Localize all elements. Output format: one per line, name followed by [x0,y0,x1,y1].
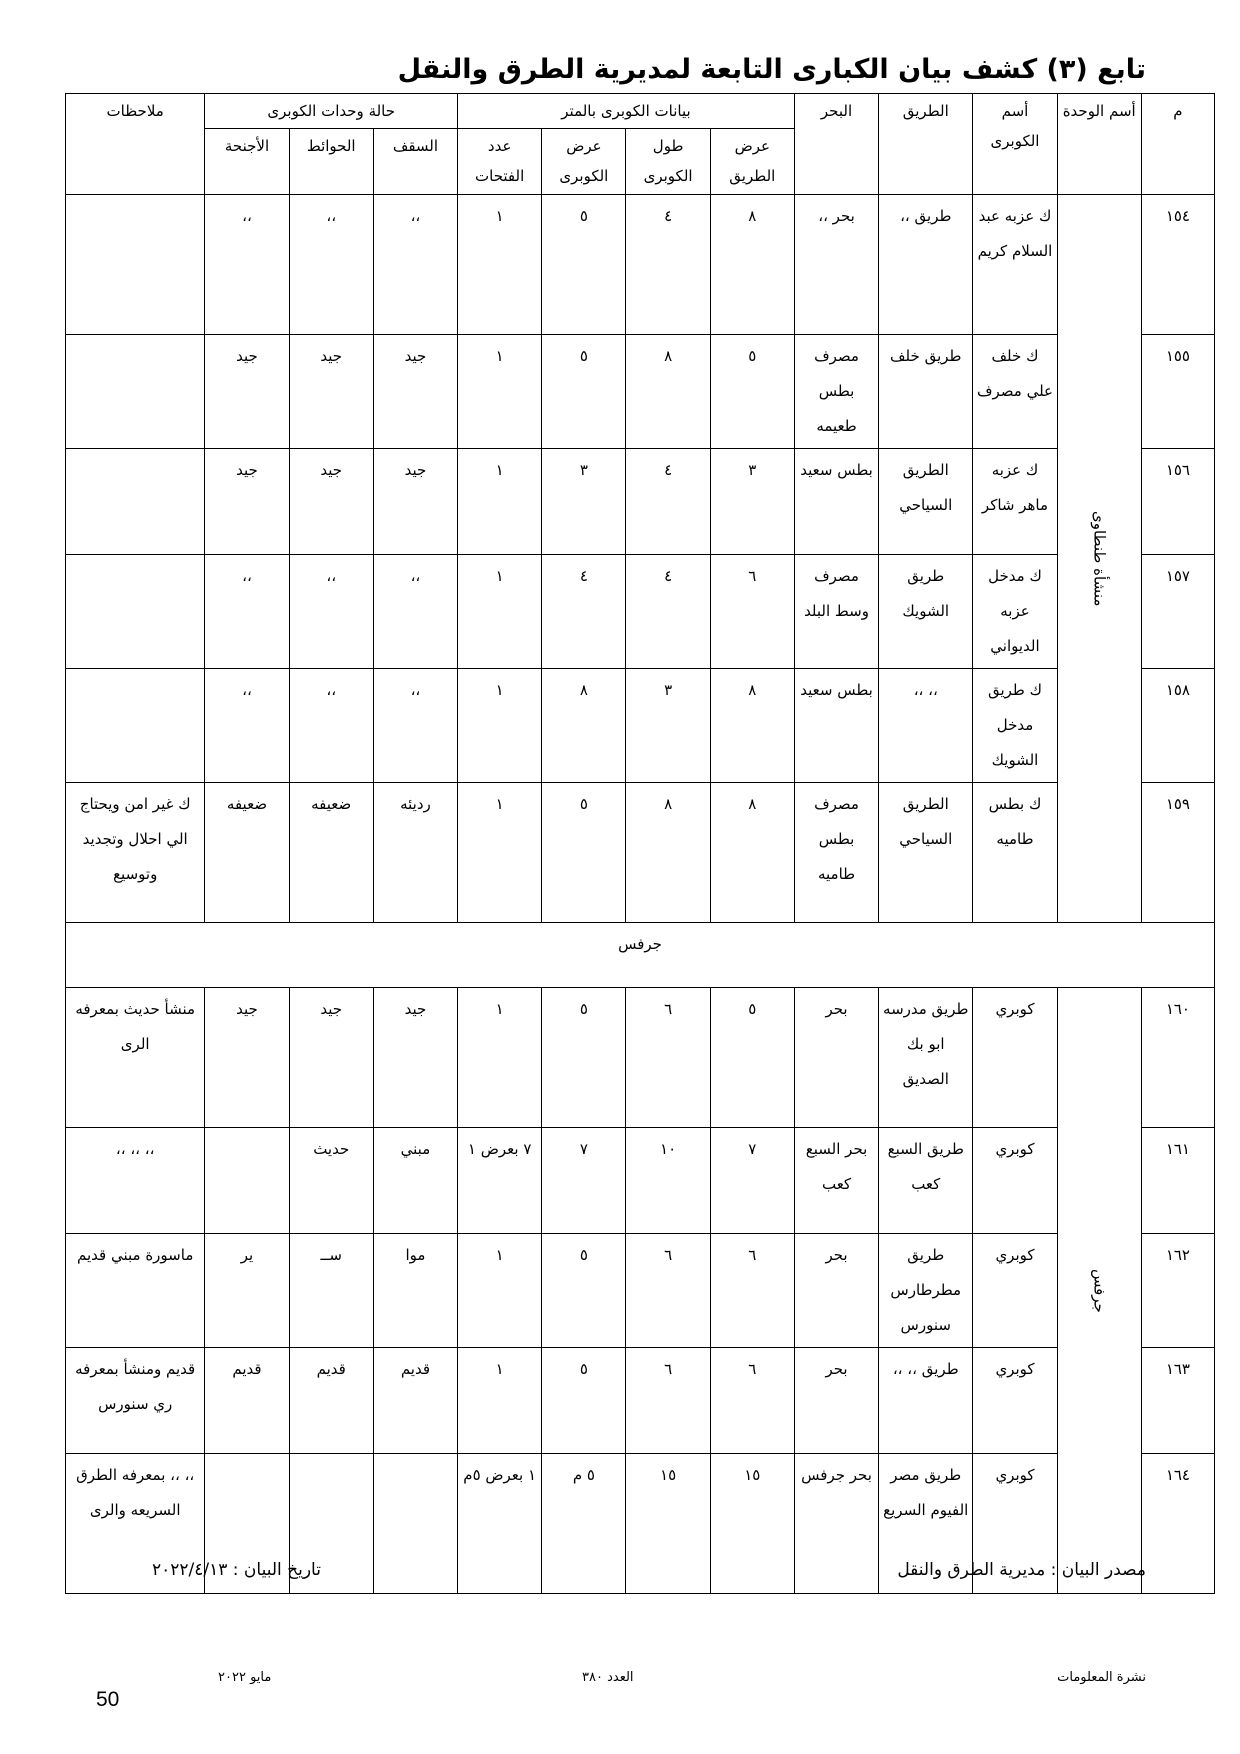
canal-cell: مصرف وسط البلد [794,555,878,669]
bridge-name-cell: ك طريق مدخل الشويك [973,669,1057,783]
bridge-name-cell: ك عزبه عبد السلام كريم [973,195,1057,335]
walls-cell: ،، [289,555,373,669]
road-cell: طريق خلف [879,335,973,449]
bridge-length-cell: ٤ [626,195,710,335]
canal-cell: بحر جرفس [794,1454,878,1594]
row-number-cell: ١٥٧ [1141,555,1214,669]
bridge-width-cell: ٥ [542,335,626,449]
road-width-cell: ٥ [710,335,794,449]
walls-cell: قديم [289,1348,373,1454]
road-width-cell: ٥ [710,988,794,1128]
ceiling-cell: جيد [373,335,457,449]
table-row [66,449,1215,555]
notes-cell: ،، ،، ،، [66,1128,205,1234]
openings-cell: ١ [458,195,542,335]
header-road-width: عرض الطريق [710,129,794,195]
bridge-name-cell: ك مدخل عزبه الديواني [973,555,1057,669]
group2-body [66,988,1215,1594]
bridge-length-cell: ١٠ [626,1128,710,1234]
header-bridge-width: عرض الكوبرى [542,129,626,195]
openings-cell: ٧ بعرض ١ [458,1128,542,1234]
page-title: تابع (٣) كشف بيان الكبارى التابعة لمديرية الطرق والنقل [397,54,1146,85]
wings-cell: قديم [205,1348,289,1454]
bridge-name-cell: ك بطس طاميه [973,783,1057,923]
bridge-length-cell: ٦ [626,988,710,1128]
row-number-cell: ١٥٤ [1141,195,1214,335]
openings-cell: ١ [458,783,542,923]
row-number-cell: ١٥٦ [1141,449,1214,555]
header-openings: عدد الفتحات [458,129,542,195]
canal-cell: بحر ،، [794,195,878,335]
wings-cell [205,1128,289,1234]
header-notes: ملاحظات [66,94,205,195]
bridge-width-cell: ٥ [542,195,626,335]
table-row [66,988,1215,1128]
bridge-width-cell: ٨ [542,669,626,783]
row-number-cell: ١٦٤ [1141,1454,1214,1594]
road-width-cell: ٦ [710,555,794,669]
region-header: جرفس [66,923,1215,988]
bridge-length-cell: ٦ [626,1348,710,1454]
notes-cell [66,555,205,669]
row-number-cell: ١٥٥ [1141,335,1214,449]
canal-cell: مصرف بطس طاميه [794,783,878,923]
bridge-width-cell: ٣ [542,449,626,555]
openings-cell: ١ [458,555,542,669]
row-number-cell: ١٥٨ [1141,669,1214,783]
road-cell: ،، ،، [879,669,973,783]
header-condition-group: حالة وحدات الكوبرى [205,94,458,129]
notes-cell: منشأ حديث بمعرفه الرى [66,988,205,1128]
header-road: الطريق [879,94,973,195]
bridge-name-cell: كوبري [973,1128,1057,1234]
ceiling-cell: ،، [373,195,457,335]
canal-cell: بحر [794,1348,878,1454]
bridge-width-cell: ٥ [542,988,626,1128]
table-row [66,783,1215,923]
bridge-name-cell: كوبري [973,1348,1057,1454]
openings-cell: ١ [458,1348,542,1454]
table-row [66,195,1215,335]
header-canal: البحر [794,94,878,195]
bridge-length-cell: ٣ [626,669,710,783]
row-number-cell: ١٦٢ [1141,1234,1214,1348]
header-bridge-length: طول الكوبرى [626,129,710,195]
wings-cell: ،، [205,195,289,335]
road-cell: الطريق السياحي [879,449,973,555]
bridge-width-cell: ٤ [542,555,626,669]
row-number-cell: ١٦٠ [1141,988,1214,1128]
issue-number: العدد ٣٨٠ [582,1670,634,1685]
canal-cell: بحر [794,988,878,1128]
openings-cell: ١ [458,1234,542,1348]
openings-cell: ١ [458,988,542,1128]
bridge-width-cell: ٥ م [542,1454,626,1594]
bridge-name-cell: ك عزبه ماهر شاكر [973,449,1057,555]
ceiling-cell: جيد [373,449,457,555]
road-width-cell: ٧ [710,1128,794,1234]
table-row [66,335,1215,449]
bridge-length-cell: ٤ [626,449,710,555]
wings-cell: ،، [205,669,289,783]
header-data-group: بيانات الكوبرى بالمتر [458,94,795,129]
header-unit: أسم الوحدة [1057,94,1141,195]
header-bridge-name: أسم الكوبرى [973,94,1057,195]
bridge-length-cell: ٨ [626,335,710,449]
bridge-name-cell: كوبري [973,1234,1057,1348]
table-row [66,1348,1215,1454]
unit-name-cell: جرفس [1057,988,1141,1594]
bridge-width-cell: ٥ [542,783,626,923]
road-cell: طريق الشويك [879,555,973,669]
row-number-cell: ١٦٣ [1141,1348,1214,1454]
walls-cell: ،، [289,669,373,783]
ceiling-cell: موا [373,1234,457,1348]
road-cell: طريق ،، ،، [879,1348,973,1454]
road-cell: طريق السبع كعب [879,1128,973,1234]
road-cell: طريق مطرطارس سنورس [879,1234,973,1348]
road-cell: الطريق السياحي [879,783,973,923]
ceiling-cell [373,1454,457,1594]
road-width-cell: ٦ [710,1234,794,1348]
bridge-name-cell: كوبري [973,988,1057,1128]
table-row [66,555,1215,669]
bridge-length-cell: ٨ [626,783,710,923]
table-row [66,669,1215,783]
openings-cell: ١ [458,669,542,783]
ceiling-cell: جيد [373,988,457,1128]
bridge-width-cell: ٥ [542,1348,626,1454]
notes-cell: ماسورة مبني قديم [66,1234,205,1348]
walls-cell: ســ [289,1234,373,1348]
source-note: مصدر البيان : مديرية الطرق والنقل [897,1560,1146,1580]
wings-cell: ير [205,1234,289,1348]
notes-cell [66,335,205,449]
canal-cell: بطس سعيد [794,449,878,555]
notes-cell [66,669,205,783]
walls-cell: ،، [289,195,373,335]
road-cell: طريق مصر الفيوم السريع [879,1454,973,1594]
canal-cell: بطس سعيد [794,669,878,783]
walls-cell: حديث [289,1128,373,1234]
unit-name-cell: منشأة طنطاوى [1057,195,1141,923]
ceiling-cell: مبني [373,1128,457,1234]
row-number-cell: ١٦١ [1141,1128,1214,1234]
page-number: 50 [96,1688,120,1711]
road-width-cell: ١٥ [710,1454,794,1594]
ceiling-cell: ،، [373,669,457,783]
openings-cell: ١ [458,335,542,449]
walls-cell: جيد [289,449,373,555]
ceiling-cell: رديئه [373,783,457,923]
bridge-length-cell: ١٥ [626,1454,710,1594]
road-width-cell: ٨ [710,195,794,335]
road-width-cell: ٦ [710,1348,794,1454]
notes-cell [66,449,205,555]
wings-cell: ضعيفه [205,783,289,923]
road-width-cell: ٣ [710,449,794,555]
canal-cell: بحر [794,1234,878,1348]
canal-cell: مصرف بطس طعيمه [794,335,878,449]
header-num: م [1141,94,1214,195]
road-width-cell: ٨ [710,783,794,923]
openings-cell: ١ بعرض ٥م [458,1454,542,1594]
road-cell: طريق مدرسه ابو بك الصديق [879,988,973,1128]
header-wings: الأجنحة [205,129,289,195]
table-row [66,1128,1215,1234]
ceiling-cell: قديم [373,1348,457,1454]
bridge-name-cell: ك خلف علي مصرف [973,335,1057,449]
bridge-width-cell: ٧ [542,1128,626,1234]
bridge-length-cell: ٤ [626,555,710,669]
walls-cell: جيد [289,988,373,1128]
group1-body [66,195,1215,923]
header-ceiling: السقف [373,129,457,195]
table-row [66,1234,1215,1348]
bridge-length-cell: ٦ [626,1234,710,1348]
header-walls: الحوائط [289,129,373,195]
bridges-table [65,93,1215,1594]
wings-cell: جيد [205,449,289,555]
road-cell: طريق ،، [879,195,973,335]
wings-cell: جيد [205,988,289,1128]
notes-cell: قديم ومنشأ بمعرفه ري سنورس [66,1348,205,1454]
canal-cell: بحر السبع كعب [794,1128,878,1234]
notes-cell: ك غير امن ويحتاج الي احلال وتجديد وتوسيع [66,783,205,923]
wings-cell: ،، [205,555,289,669]
openings-cell: ١ [458,449,542,555]
bridge-name-cell: كوبري [973,1454,1057,1594]
date-note: تاريخ البيان : ٢٠٢٢/٤/١٣ [152,1560,321,1580]
issue-month: مايو ٢٠٢٢ [218,1670,272,1685]
notes-cell [66,195,205,335]
walls-cell: جيد [289,335,373,449]
bulletin-name: نشرة المعلومات [1057,1670,1146,1685]
row-number-cell: ١٥٩ [1141,783,1214,923]
ceiling-cell: ،، [373,555,457,669]
bridge-width-cell: ٥ [542,1234,626,1348]
wings-cell: جيد [205,335,289,449]
road-width-cell: ٨ [710,669,794,783]
walls-cell: ضعيفه [289,783,373,923]
notes-cell: ،، ،، بمعرفه الطرق السريعه والرى [66,1454,205,1594]
